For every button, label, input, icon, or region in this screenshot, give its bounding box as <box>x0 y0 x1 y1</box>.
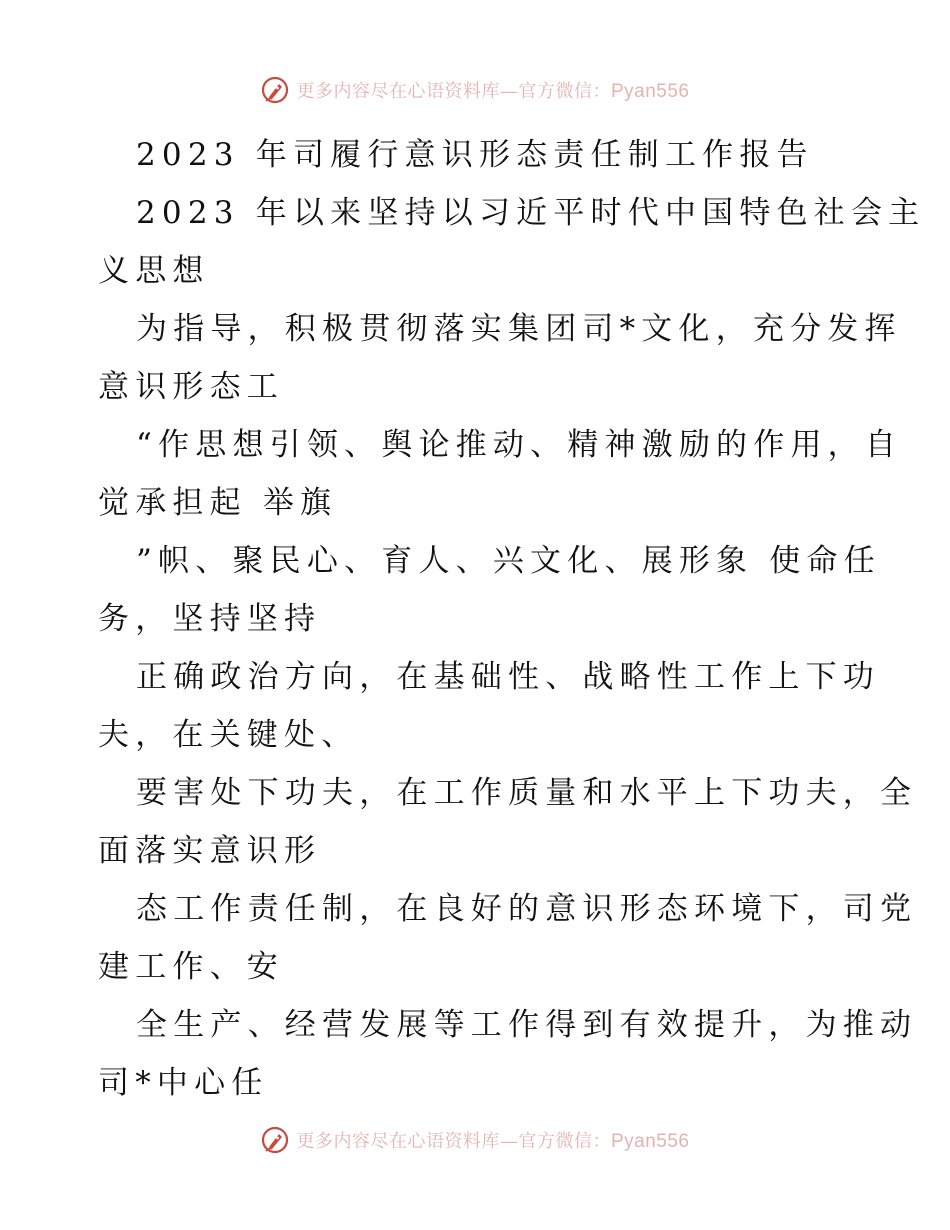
paragraph-line: 全生产、经营发展等工作得到有效提升，为推动 <box>136 1007 918 1043</box>
footer-watermark-text: 更多内容尽在心语资料库—官方微信： <box>296 1131 611 1152</box>
watermark-brand <box>260 1125 689 1155</box>
paragraph-line: 为指导，积极贯彻落实集团司*文化，充分发挥 <box>136 311 902 347</box>
paragraph-line: 觉承担起 举旗 <box>98 485 338 521</box>
footer-watermark-wechat: Pyan556 <box>610 1131 690 1152</box>
watermark-brand <box>260 75 689 105</box>
paragraph-line: 建工作、安 <box>98 949 284 985</box>
paragraph-line: 义思想 <box>98 253 210 289</box>
header-watermark-wechat: Pyan556 <box>610 81 690 102</box>
paragraph-line: ”帜、聚民心、育人、兴文化、展形象 使命任 <box>136 543 881 579</box>
paragraph-line: “作思想引领、舆论推动、精神激励的作用，自 <box>136 427 903 463</box>
paragraph-line: 务，坚持坚持 <box>98 601 322 637</box>
document-title: 2023 年司履行意识形态责任制工作报告 <box>136 137 814 173</box>
header-watermark-text: 更多内容尽在心语资料库—官方微信： <box>296 81 611 102</box>
paragraph-line: 司*中心任 <box>98 1065 269 1101</box>
paragraph-line: 正确政治方向，在基础性、战略性工作上下功 <box>136 659 880 695</box>
paragraph-line: 要害处下功夫，在工作质量和水平上下功夫，全 <box>136 775 918 811</box>
paragraph-line: 2023 年以来坚持以习近平时代中国特色社会主 <box>136 195 926 231</box>
paragraph-line: 态工作责任制，在良好的意识形态环境下，司党 <box>136 891 918 927</box>
pen-nib-logo-icon <box>260 75 290 105</box>
pen-nib-logo-icon <box>260 1125 290 1155</box>
document-body <box>98 126 926 1112</box>
footer-watermark <box>0 1120 950 1160</box>
paragraph-line: 面落实意识形 <box>98 833 322 869</box>
header-watermark <box>0 70 950 110</box>
paragraph-line: 夫，在关键处、 <box>98 717 359 753</box>
paragraph-line: 意识形态工 <box>98 369 284 405</box>
